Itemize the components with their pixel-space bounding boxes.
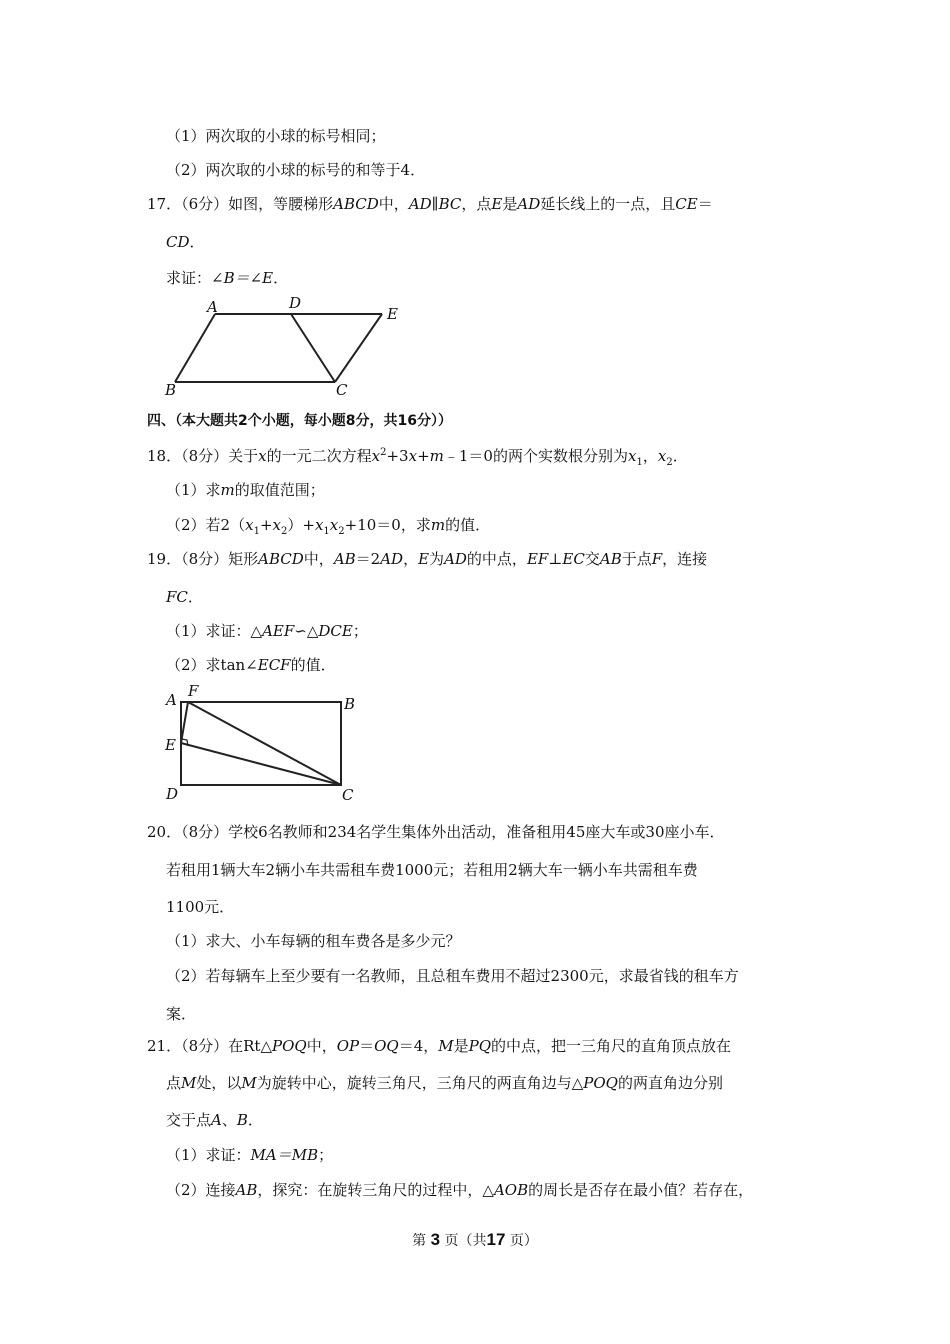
q19-var: ABCD: [258, 550, 304, 568]
segment-FC: [188, 702, 341, 785]
q18-text: 的取值范围；: [234, 481, 325, 499]
q19-var: ECF: [257, 656, 291, 674]
q20-part2b: 案．: [166, 1005, 197, 1023]
q21-text: ＝: [359, 1037, 375, 1055]
q19-var: E: [418, 550, 430, 568]
q19-text: 矩形: [228, 550, 259, 568]
q18-var: m: [429, 447, 444, 465]
q19-text: ，连接: [662, 550, 708, 568]
q18-part1: [166, 480, 325, 500]
q18-text: 的一元二次方程: [266, 447, 372, 465]
q21-var: AB: [235, 1181, 258, 1199]
label-F: F: [188, 682, 199, 700]
q19-text: 于点: [621, 550, 652, 568]
q18-text: ，: [642, 447, 658, 465]
q17-text: 如图，等腰梯形: [228, 195, 334, 213]
label-B: B: [165, 381, 177, 399]
q19-text: 的中点，: [466, 550, 527, 568]
q18-var: x: [314, 516, 324, 534]
q19-score: （8分）: [181, 550, 229, 568]
q21-text: ＝4，: [398, 1037, 439, 1055]
page-total: 17: [486, 1230, 506, 1249]
q18-var: m: [220, 481, 235, 499]
q17-text: ＝: [697, 195, 713, 213]
q17-var: ABCD: [333, 195, 379, 213]
q21-text: ；: [318, 1146, 334, 1164]
q18-var: x: [329, 516, 339, 534]
q18-sub: 2: [338, 526, 345, 537]
q21-text: 交于点: [166, 1111, 212, 1129]
q20-part2a: （2）若每辆车上至少要有一名教师，且总租车费用不超过2300元，求最省钱的租车方: [166, 967, 739, 985]
q21-text: 、: [221, 1111, 237, 1129]
q21-var: OP: [336, 1037, 360, 1055]
q18-var: x: [258, 447, 267, 465]
q17-figure: [160, 292, 410, 400]
q19-var: AB: [333, 550, 356, 568]
q18-text: +: [417, 447, 430, 465]
q19-var: AEF: [262, 622, 295, 640]
q21-number: 21．: [147, 1037, 182, 1055]
q21-text: ，探究：在旋转三角尺的过程中，△: [257, 1181, 494, 1199]
section4-heading: 四、（本大题共2个小题，每小题8分，共16分））: [147, 413, 452, 429]
q19-text: ．: [187, 588, 203, 606]
q20-line3: 1100元．: [166, 898, 235, 916]
q17-text: 延长线上的一点，且: [540, 195, 676, 213]
q19-var: EC: [562, 550, 585, 568]
q18-text: （2）若2（: [166, 516, 246, 534]
q18-score: （8分）: [181, 447, 229, 465]
q19-text: 中，: [303, 550, 334, 568]
q17-prove: [166, 268, 288, 288]
q16-part2: （2）两次取的小球的标号的和等于4．: [166, 161, 426, 179]
q19-line1: [147, 549, 707, 569]
q19-part1: [166, 621, 368, 641]
footer-text: 第: [412, 1233, 427, 1249]
q21-text: 是: [453, 1037, 469, 1055]
q18-var: x: [657, 447, 667, 465]
q17-text: ．: [189, 233, 205, 251]
q21-text: 的两直角边分别: [617, 1074, 723, 1092]
q21-part2: [166, 1180, 753, 1200]
q18-text: 关于: [228, 447, 259, 465]
q17-text: 中，: [378, 195, 409, 213]
q17-number: 17．: [147, 195, 182, 213]
label-E: E: [165, 736, 176, 754]
q19-text: 为: [429, 550, 445, 568]
q21-line3: [166, 1110, 263, 1130]
label-D: D: [289, 294, 302, 312]
q19-text: ＝2: [355, 550, 381, 568]
q17-prove-expr: ∠B＝∠E: [211, 269, 274, 287]
edge-AB: [175, 314, 215, 382]
q18-sub: 1: [323, 526, 330, 537]
q21-text: 为旋转中心，旋转三角尺，三角尺的两直角边与△: [256, 1074, 584, 1092]
q17-text: ，点: [461, 195, 492, 213]
edge-DC: [291, 314, 335, 382]
q17-line1: [147, 194, 713, 214]
footer-text: 页（共: [444, 1233, 487, 1249]
label-A: A: [166, 691, 177, 709]
q18-text: ﹣1＝0的两个实数根分别为: [443, 447, 628, 465]
q18-number: 18．: [147, 447, 182, 465]
q18-exp: 2: [380, 447, 387, 458]
q20-line1: 20．（8分）学校6名教师和234名学生集体外出活动，准备租用45座大车或30座小车．: [147, 823, 725, 841]
q19-var: FC: [166, 588, 188, 606]
q17-score: （6分）: [181, 195, 229, 213]
q19-text: （1）求证：△: [166, 622, 263, 640]
q18-text: +: [259, 516, 273, 534]
segment-EC: [181, 743, 341, 785]
q21-var: OQ: [374, 1037, 399, 1055]
label-E: E: [387, 305, 398, 323]
q19-var: AD: [444, 550, 467, 568]
q19-number: 19．: [147, 550, 182, 568]
q21-text: 中，: [306, 1037, 337, 1055]
q17-var: AD∥BC: [408, 195, 462, 213]
q21-var: M: [241, 1074, 257, 1092]
label-C: C: [342, 786, 354, 804]
q18-var: x: [272, 516, 281, 534]
q21-text: （2）连接: [166, 1181, 236, 1199]
q18-text: ）+: [287, 516, 315, 534]
q19-var: DCE: [318, 622, 353, 640]
q21-var: PQ: [468, 1037, 492, 1055]
q20-part1: （1）求大、小车每辆的租车费各是多少元？: [166, 932, 461, 950]
q18-text: +3: [386, 447, 409, 465]
q18-line1: [147, 446, 688, 466]
q21-var: B: [236, 1111, 248, 1129]
q17-var: AD: [517, 195, 541, 213]
q18-text: （1）求: [166, 481, 221, 499]
q21-line1: [147, 1036, 731, 1056]
q21-part1: [166, 1145, 333, 1165]
q19-var: AD: [380, 550, 404, 568]
q21-text: 点: [166, 1074, 182, 1092]
q19-text: ∽△: [294, 622, 319, 640]
q21-line2: [166, 1073, 723, 1093]
q18-sub: 2: [280, 526, 288, 537]
q18-text: 的值．: [445, 516, 491, 534]
q19-var: EF: [526, 550, 549, 568]
q18-part2: [166, 515, 490, 535]
q17-var: E: [491, 195, 503, 213]
q21-text: 的周长是否存在最小值？若存在，: [528, 1181, 754, 1199]
q21-var: M: [181, 1074, 197, 1092]
q21-text: （1）求证：: [166, 1146, 251, 1164]
q17-text: ．: [273, 269, 289, 287]
q21-var: M: [438, 1037, 454, 1055]
label-C: C: [336, 381, 348, 399]
q18-var: x: [627, 447, 637, 465]
q18-var: m: [430, 516, 446, 534]
q19-text: 交: [584, 550, 600, 568]
q19-part2: [166, 655, 336, 675]
q21-text: 的中点，把一三角尺的直角顶点放在: [491, 1037, 732, 1055]
label-B: B: [344, 695, 356, 713]
q17-text: 是: [502, 195, 518, 213]
q16-part1: （1）两次取的小球的标号相同；: [166, 127, 386, 145]
page-footer: [0, 1230, 950, 1250]
q21-var: POQ: [583, 1074, 618, 1092]
label-D: D: [166, 785, 179, 803]
q21-var: POQ: [272, 1037, 307, 1055]
q21-var: A: [211, 1111, 222, 1129]
q18-var: x: [371, 447, 381, 465]
q17-var: CE: [675, 195, 698, 213]
q21-var: AOB: [493, 1181, 529, 1199]
q19-text: ；: [352, 622, 368, 640]
q18-text: +10＝0，求: [344, 516, 431, 534]
q21-text: 在Rt△: [228, 1037, 272, 1055]
q19-line2: [166, 587, 203, 607]
label-A: A: [207, 298, 218, 316]
q20-line2: 若租用1辆大车2辆小车共需租车费1000元；若租用2辆大车一辆小车共需租车费: [166, 861, 698, 879]
q18-var: x: [245, 516, 254, 534]
q18-sub: 1: [636, 457, 643, 468]
q18-sub: 1: [253, 526, 260, 537]
q18-var: x: [408, 447, 418, 465]
q17-var: CD: [166, 233, 190, 251]
footer-text: 页）: [509, 1233, 538, 1249]
q21-score: （8分）: [181, 1037, 229, 1055]
page-number: 3: [430, 1230, 441, 1249]
q17-line2: [166, 232, 205, 252]
segment-FE: [181, 702, 188, 743]
q17-prove-label: 求证：: [166, 269, 212, 287]
q19-var: F: [651, 550, 663, 568]
q19-text: （2）求tan∠: [166, 656, 258, 674]
q19-text: 的值．: [290, 656, 336, 674]
q21-var: MA＝MB: [250, 1146, 319, 1164]
q19-text: ，: [403, 550, 419, 568]
edge-EC: [335, 314, 382, 382]
q18-sub: 2: [666, 457, 673, 468]
q19-text: ⊥: [548, 550, 563, 568]
q21-text: 处，以: [196, 1074, 242, 1092]
q21-text: ．: [247, 1111, 263, 1129]
q19-var: AB: [599, 550, 622, 568]
q19-figure: [160, 680, 360, 805]
q18-text: ．: [672, 447, 688, 465]
